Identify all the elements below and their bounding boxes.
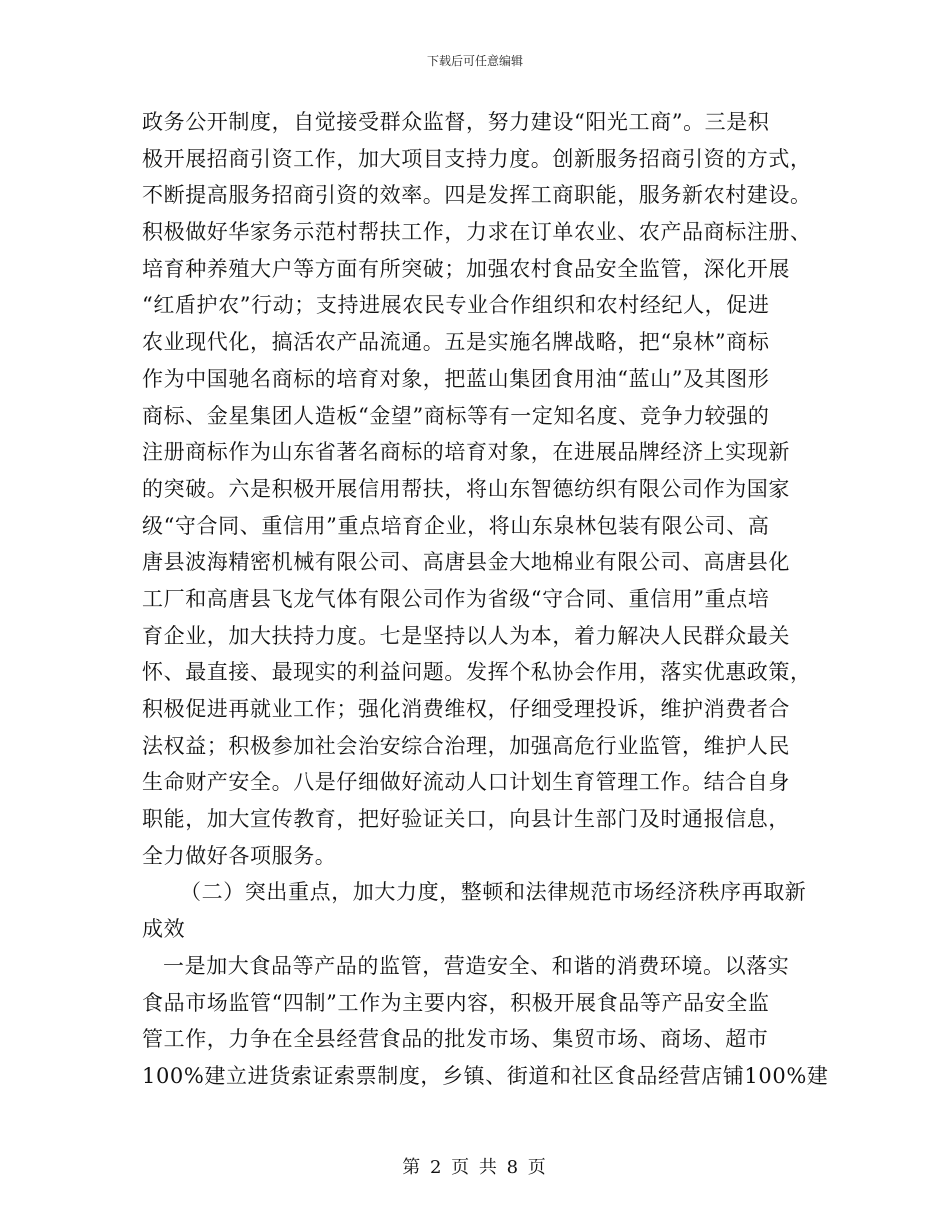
document-body (142, 104, 829, 1095)
body-line: 生命财产安全。八是仔细做好流动人口计划生育管理工作。结合自身 (142, 770, 790, 795)
body-line: 管工作，力争在全县经营食品的批发市场、集贸市场、商场、超市 (142, 1027, 769, 1052)
body-line: 积极促进再就业工作；强化消费维权，仔细受理投诉，维护消费者合 (142, 697, 790, 721)
body-line: 工厂和高唐县飞龙气体有限公司作为省级“守合同、重信用”重点培 (142, 586, 770, 611)
section-heading: （二）突出重点，加大力度，整顿和法律规范市场经济秩序再取新 (180, 880, 807, 905)
body-line: 积极做好华家务示范村帮扶工作，力求在订单农业、农产品商标注册、 (142, 220, 812, 245)
body-line: 育企业，加大扶持力度。七是坚持以人为本，着力解决人民群众最关 (142, 623, 790, 648)
body-line: 一是加大食品等产品的监管，营造安全、和谐的消费环境。以落实 (163, 953, 790, 978)
page-number: 第 2 页 共 8 页 (402, 1157, 548, 1178)
body-line: 注册商标作为山东省著名商标的培育对象，在进展品牌经济上实现新 (142, 440, 790, 465)
header-note: 下载后可任意编辑 (426, 54, 523, 68)
body-line: 怀、最直接、最现实的利益问题。发挥个私协会作用，落实优惠政策， (142, 660, 812, 685)
body-line: 作为中国驰名商标的培育对象，把蓝山集团食用油“蓝山”及其图形 (142, 366, 770, 391)
body-line: 职能，加大宣传教育，把好验证关口，向县计生部门及时通报信息， (142, 807, 790, 832)
body-line: 级“守合同、重信用”重点培育企业，将山东泉林包装有限公司、高 (142, 513, 770, 538)
body-line: 商标、金星集团人造板“金望”商标等有一定知名度、竞争力较强的 (142, 403, 770, 428)
body-line: 不断提高服务招商引资的效率。四是发挥工商职能，服务新农村建设。 (142, 183, 812, 208)
body-line: 法权益；积极参加社会治安综合治理，加强高危行业监管，维护人民 (142, 733, 790, 758)
body-line: 培育种养殖大户等方面有所突破；加强农村食品安全监管，深化开展 (142, 256, 790, 281)
body-line: 100%建立进货索证索票制度，乡镇、街道和社区食品经营店铺100%建 (142, 1063, 829, 1088)
body-line: 政务公开制度，自觉接受群众监督，努力建设“阳光工商”。三是积 (142, 110, 770, 134)
body-line: “红盾护农”行动；支持进展农民专业合作组织和农村经纪人，促进 (142, 293, 770, 318)
body-line: 农业现代化，搞活农产品流通。五是实施名牌战略，把“泉林”商标 (142, 330, 770, 355)
body-line: 的突破。六是积极开展信用帮扶，将山东智德纺织有限公司作为国家 (142, 476, 790, 501)
body-line: 食品市场监管“四制”工作为主要内容，积极开展食品等产品安全监 (142, 990, 770, 1015)
body-line: 全力做好各项服务。 (142, 843, 337, 868)
body-line: 唐县波海精密机械有限公司、高唐县金大地棉业有限公司、高唐县化 (142, 550, 790, 575)
body-line: 极开展招商引资工作，加大项目支持力度。创新服务招商引资的方式， (142, 146, 812, 171)
section-heading-continued: 成效 (142, 917, 186, 942)
